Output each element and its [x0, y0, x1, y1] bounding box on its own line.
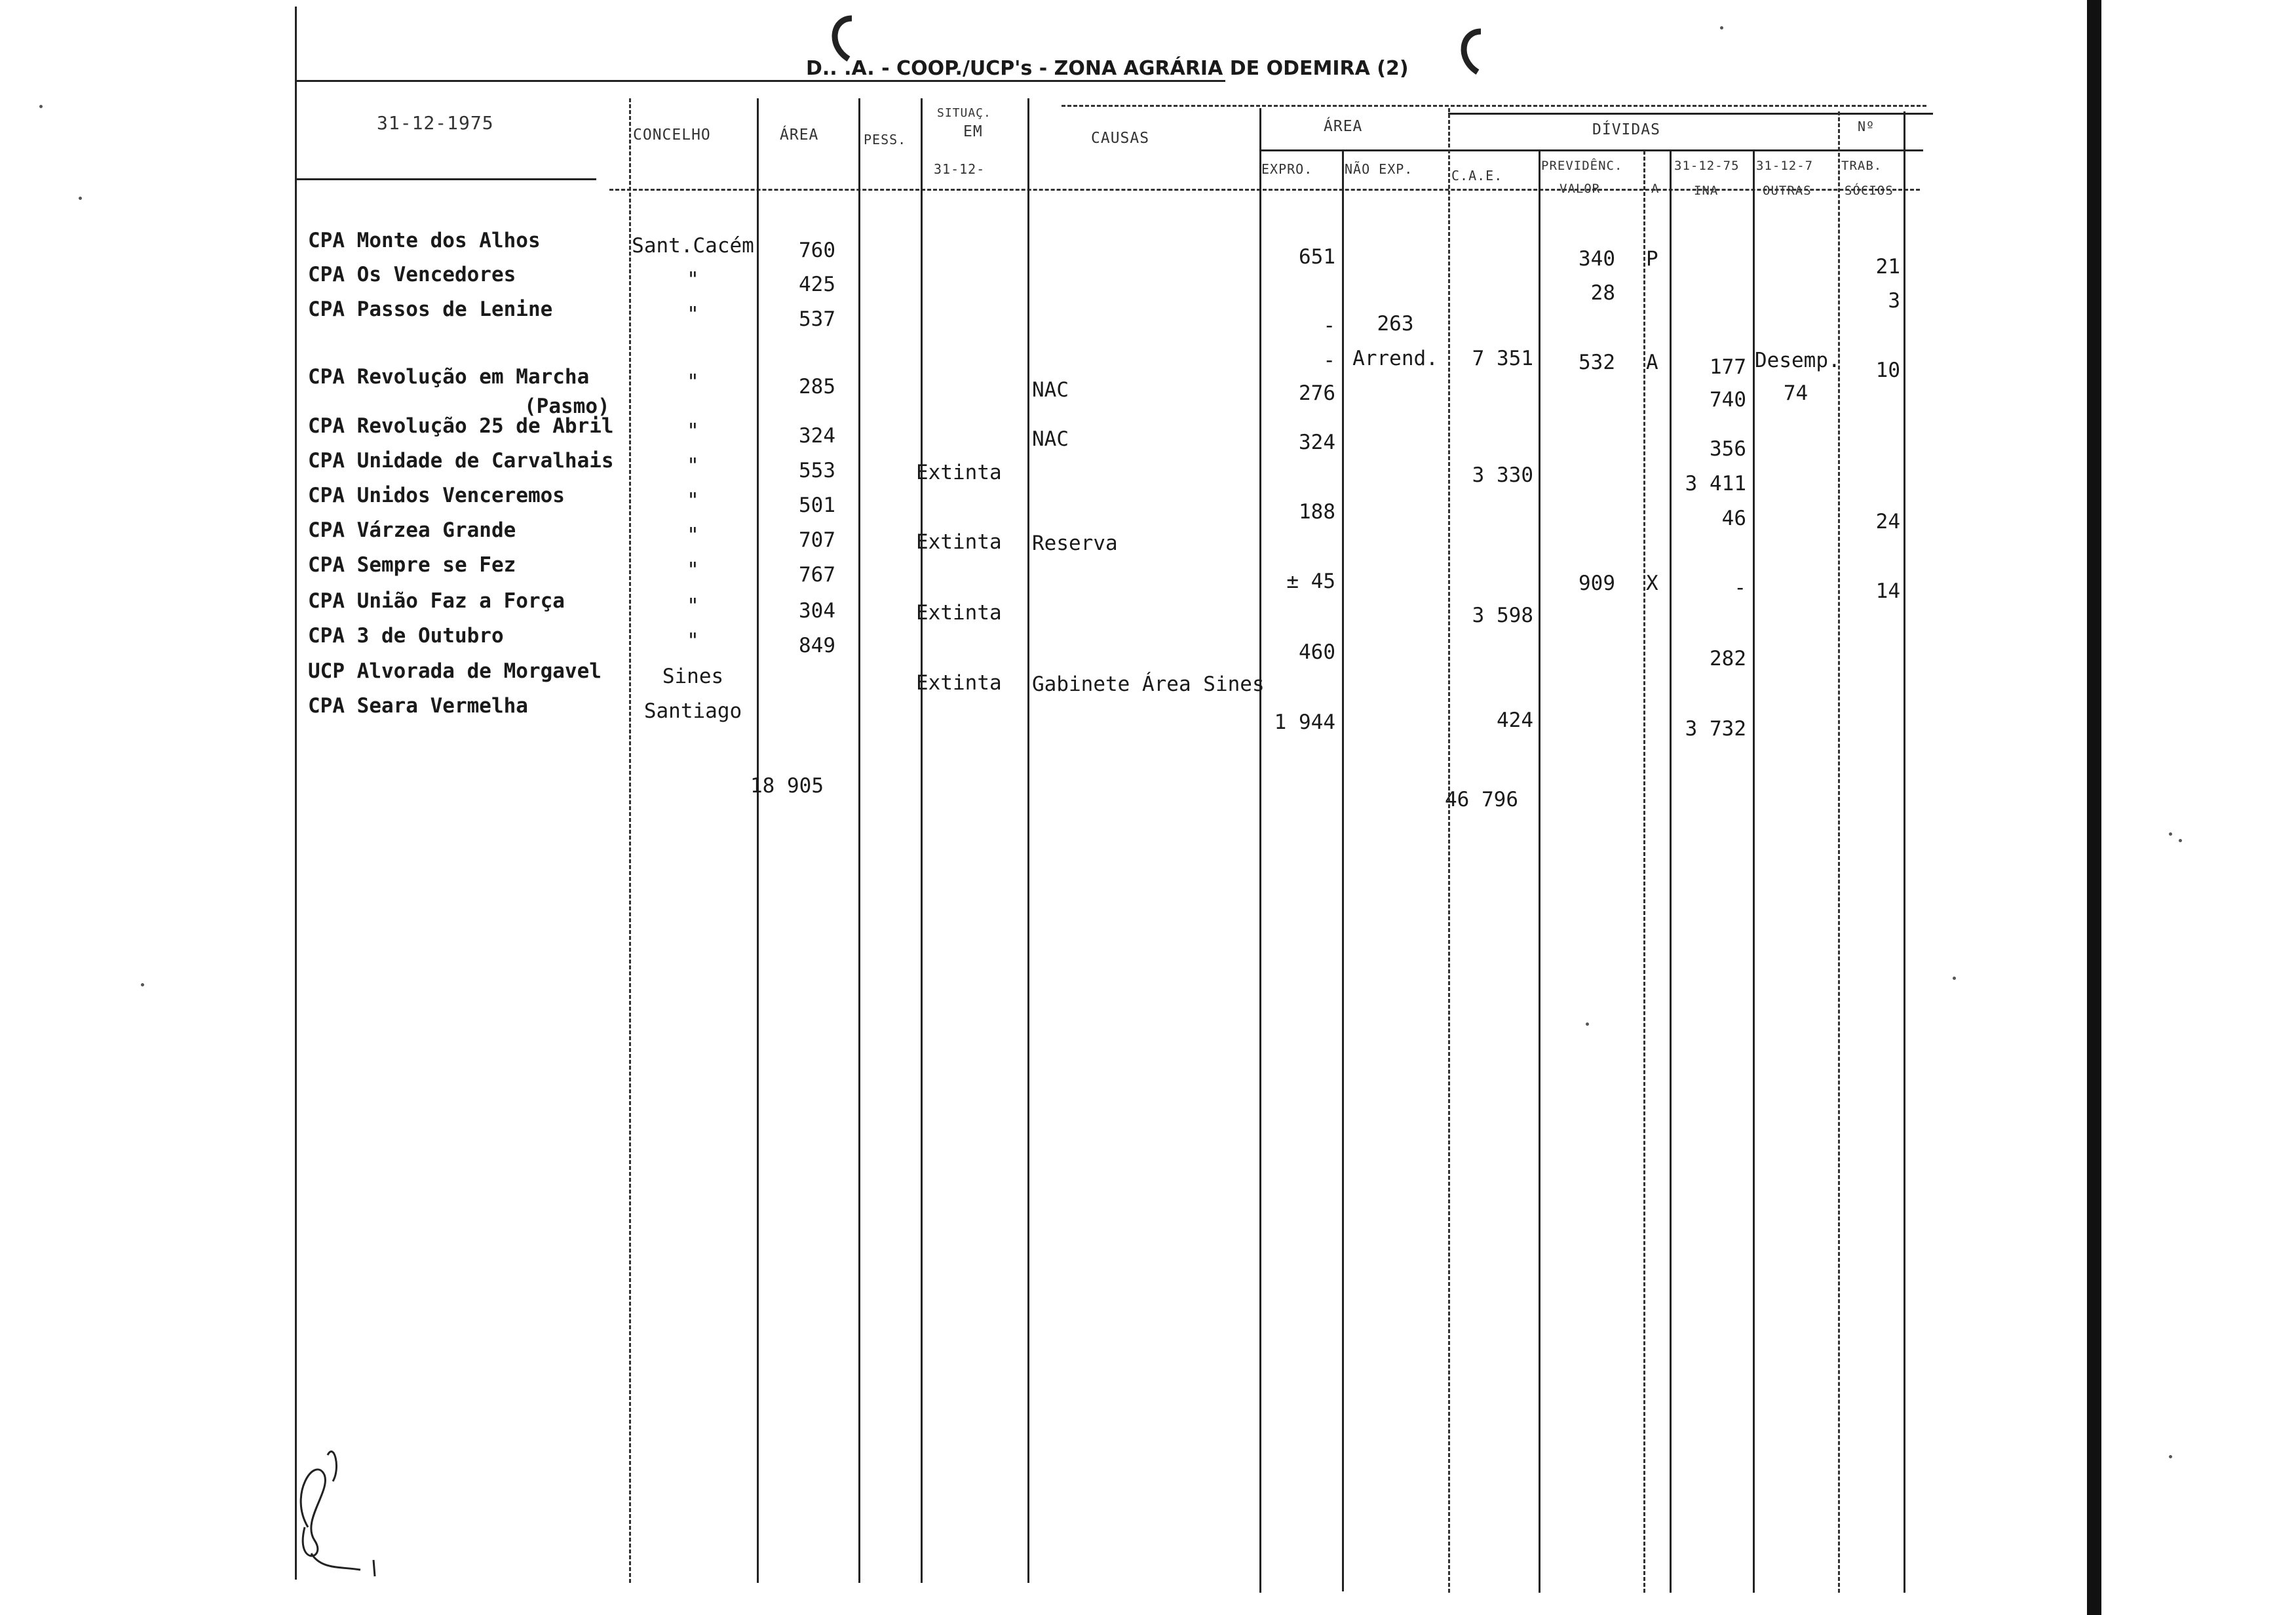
cell-concelho: "	[687, 370, 699, 394]
header-ate-31: 31-12-75	[1674, 159, 1740, 173]
cell-ina: 3 411	[1685, 472, 1746, 496]
header-top-rule	[295, 80, 1225, 82]
header-nao-expro: NÃO EXP.	[1345, 161, 1413, 177]
header-sub-rule	[609, 189, 1920, 191]
cell-causas: NAC	[1032, 378, 1069, 402]
header-area-group: ÁREA	[1324, 118, 1363, 135]
scan-speck	[2169, 1455, 2172, 1458]
cell-concelho: "	[687, 524, 699, 547]
cell-prev-valor: 340	[1578, 247, 1615, 271]
document-title: D.. .A. - COOP./UCP's - ZONA AGRÁRIA DE ODEMIRA (2)	[806, 57, 1409, 80]
column-line	[1670, 151, 1672, 1593]
cell-prev-valor: 909	[1578, 572, 1615, 595]
column-line	[858, 98, 860, 1583]
cell-trab: 21	[1875, 255, 1900, 279]
header-date: 31-12-1975	[377, 112, 494, 134]
cell-ina: 740	[1710, 388, 1746, 412]
column-line	[1448, 108, 1450, 1593]
hole-punch-mark	[1451, 26, 1491, 79]
cell-trab: 14	[1875, 579, 1900, 603]
cell-cae: 3 330	[1472, 463, 1533, 487]
cell-ina: -	[1734, 576, 1746, 600]
cell-area: 324	[799, 424, 835, 448]
column-line	[1342, 149, 1344, 1591]
cell-causas: NAC	[1032, 427, 1069, 451]
cell-expro: 324	[1299, 431, 1335, 454]
header-ate-31b: 31-12-7	[1756, 159, 1814, 173]
cell-ina: 3 732	[1685, 717, 1746, 741]
cell-prev-a: X	[1646, 572, 1658, 595]
scan-speck	[1720, 26, 1723, 29]
cell-concelho: "	[687, 594, 699, 618]
header-top-rule-right	[1062, 105, 1926, 107]
cell-concelho: "	[687, 268, 699, 292]
column-line	[1904, 111, 1905, 1593]
header-trab: TRAB.	[1841, 159, 1883, 173]
header-valor: VALOR	[1559, 182, 1601, 196]
cell-prev-valor: 28	[1590, 281, 1615, 305]
column-line	[757, 98, 759, 1583]
cell-situacao: Extinta	[916, 601, 1002, 625]
cell-cae: 3 598	[1472, 604, 1533, 627]
total-cae: 46 796	[1445, 788, 1518, 811]
total-area: 18 905	[750, 774, 824, 798]
header-outras: OUTRAS	[1763, 184, 1812, 198]
scan-speck	[1953, 977, 1956, 980]
cell-name: CPA Seara Vermelha	[308, 694, 528, 718]
cell-trab: 24	[1875, 510, 1900, 534]
cell-ina: 282	[1710, 647, 1746, 671]
cell-area: 285	[799, 375, 835, 399]
cell-name: CPA Revolução 25 de Abril	[308, 414, 614, 438]
cell-cae: 424	[1497, 709, 1533, 732]
dividas-group-rule	[1448, 113, 1933, 115]
header-bottom-rule	[295, 178, 596, 180]
header-pess: PESS.	[864, 132, 907, 147]
area-group-rule	[1261, 149, 1923, 151]
header-expro: EXPRO.	[1261, 161, 1313, 177]
cell-nao-expro: Arrend.	[1352, 347, 1438, 370]
right-page-edge	[2087, 0, 2101, 1615]
cell-trab: 3	[1888, 289, 1900, 313]
cell-area: 425	[799, 273, 835, 296]
cell-name: CPA União Faz a Força	[308, 589, 565, 613]
cell-area: 304	[799, 599, 835, 623]
header-ina: INA	[1694, 184, 1719, 198]
cell-situacao: Extinta	[916, 671, 1002, 695]
column-line	[1643, 151, 1645, 1593]
cell-concelho: Sines	[662, 665, 724, 688]
cell-area: 553	[799, 459, 835, 482]
cell-area: 849	[799, 634, 835, 657]
scan-speck	[2179, 839, 2182, 842]
scan-speck	[79, 197, 82, 200]
scan-speck	[2169, 832, 2172, 836]
cell-concelho: "	[687, 419, 699, 443]
cell-expro: ± 45	[1286, 570, 1335, 593]
cell-area: 767	[799, 563, 835, 587]
header-previdencia: PREVIDÊNC.	[1541, 159, 1623, 173]
header-cae: C.A.E.	[1451, 168, 1503, 184]
cell-outras: Desemp.	[1755, 349, 1841, 372]
cell-concelho: "	[687, 629, 699, 653]
left-border-line	[295, 7, 297, 1580]
cell-concelho: "	[687, 454, 699, 478]
cell-causas: Gabinete Área Sines	[1032, 672, 1265, 696]
scan-speck	[1586, 1022, 1589, 1026]
cell-concelho: "	[687, 303, 699, 326]
cell-area: 760	[799, 239, 835, 262]
cell-expro: 276	[1299, 381, 1335, 405]
header-no: Nº	[1858, 119, 1875, 134]
cell-concelho: "	[687, 489, 699, 513]
cell-area: 707	[799, 528, 835, 552]
cell-concelho: Sant.Cacém	[632, 234, 754, 258]
cell-prev-a: P	[1646, 247, 1658, 271]
cell-name: CPA Revolução em Marcha	[308, 365, 590, 389]
cell-ina: 356	[1710, 437, 1746, 461]
cell-prev-a: A	[1646, 351, 1658, 374]
cell-trab: 10	[1875, 359, 1900, 382]
cell-name: CPA Monte dos Alhos	[308, 229, 541, 252]
cell-name: UCP Alvorada de Morgavel	[308, 659, 602, 683]
cell-area: 501	[799, 494, 835, 517]
cell-cae: 7 351	[1472, 347, 1533, 370]
cell-expro: -	[1323, 314, 1335, 338]
cell-name: CPA Unidos Venceremos	[308, 484, 565, 507]
cell-name: CPA Unidade de Carvalhais	[308, 449, 614, 473]
column-line	[1539, 151, 1540, 1593]
cell-expro: 460	[1299, 640, 1335, 664]
column-line	[1838, 111, 1840, 1593]
cell-name: CPA Sempre se Fez	[308, 553, 516, 577]
cell-prev-valor: 532	[1578, 351, 1615, 374]
header-concelho: CONCELHO	[633, 126, 711, 144]
header-socios: SÓCIOS	[1845, 184, 1894, 198]
cell-situacao: Extinta	[916, 461, 1002, 484]
cell-causas: Reserva	[1032, 532, 1118, 555]
header-causas: CAUSAS	[1091, 130, 1150, 147]
cell-ina: 46	[1721, 507, 1746, 530]
cell-concelho: "	[687, 558, 699, 582]
signature-mark	[275, 1429, 393, 1580]
cell-name-continuation: (Pasmo)	[524, 395, 610, 418]
cell-name: CPA Várzea Grande	[308, 518, 516, 542]
cell-name: CPA Passos de Lenine	[308, 298, 553, 321]
header-situacao-date: 31-12-	[934, 161, 985, 177]
cell-nao-expro: 263	[1377, 312, 1414, 336]
cell-name: CPA Os Vencedores	[308, 263, 516, 286]
column-line	[1027, 98, 1029, 1583]
scan-speck	[141, 983, 144, 986]
column-line	[921, 98, 923, 1583]
scan-speck	[39, 105, 43, 108]
header-a: A	[1651, 182, 1660, 196]
column-line	[1259, 108, 1261, 1593]
cell-expro: 651	[1299, 245, 1335, 269]
header-situacao-top: SITUAÇ.	[937, 106, 991, 120]
cell-situacao: Extinta	[916, 530, 1002, 554]
cell-ina: 177	[1710, 355, 1746, 379]
cell-outras: 74	[1783, 381, 1808, 405]
hole-punch-mark	[822, 13, 862, 66]
cell-name: CPA 3 de Outubro	[308, 624, 504, 648]
header-dividas: DÍVIDAS	[1592, 121, 1660, 138]
cell-expro: -	[1323, 349, 1335, 372]
cell-area: 537	[799, 307, 835, 331]
cell-expro: 1 944	[1274, 710, 1335, 734]
header-area: ÁREA	[780, 126, 819, 144]
cell-concelho: Santiago	[643, 699, 742, 723]
cell-expro: 188	[1299, 500, 1335, 524]
header-situacao-em: EM	[963, 123, 983, 140]
